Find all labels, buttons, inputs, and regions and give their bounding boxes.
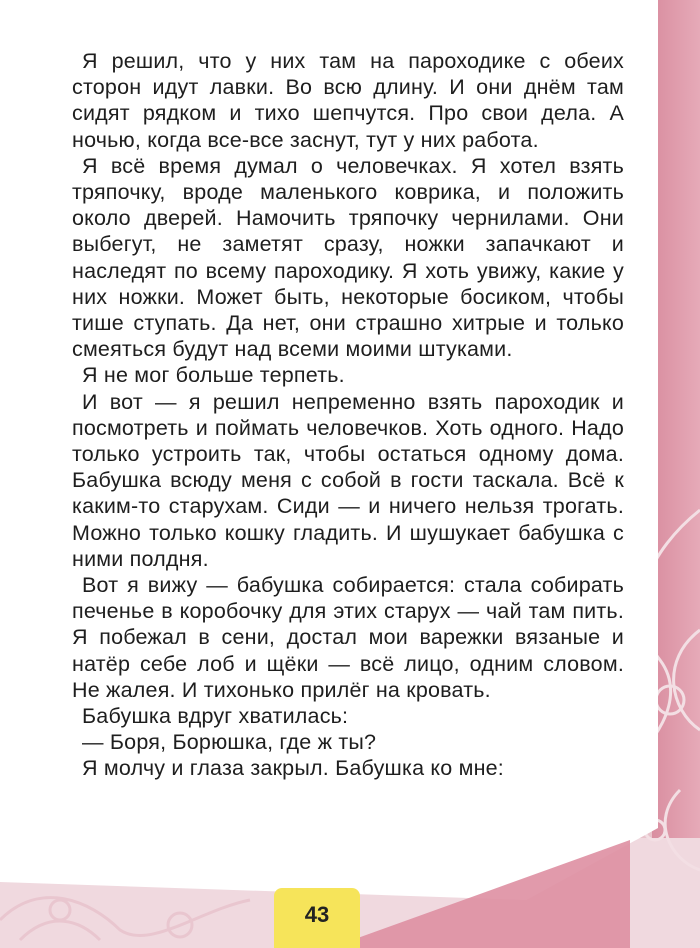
dialog-line: — Боря, Борюшка, где ж ты? xyxy=(82,730,377,755)
paragraph-4: И вот — я решил непременно взять пароходик и посмотреть и поймать человечков. Хоть одного. Надо только устроить так, чтобы остаться одному дома. Бабушка всюду меня с собой в гости таскала. Всё к каким-то старухам. Сиди — и ничего нельзя трогать. Можно только кошку гладить. И шушукает бабушка с ними полдня. xyxy=(72,389,624,571)
paragraph-2: Я всё время думал о человечках. Я хотел взять тряпочку, вроде маленького коврика, и положить около дверей. Намочить тряпочку чернилами. Они выбегут, не заметят сразу, ножки запачкают и наследят по всему пароходику. Я хоть увижу, какие у них ножки. Может быть, некоторые босиком, чтобы тише ступать. Да нет, они страшно хитрые и только смеяться будут над всеми моими штуками. xyxy=(72,153,624,362)
paragraph-5: Вот я вижу — бабушка собирается: стала собирать печенье в коробочку для этих старух — чай там пить. Я побежал в сени, достал мои варежки вязаные и натёр себе лоб и щёки — всё лицо, одним словом. Не жалея. И тихонько прилёг на кровать. xyxy=(72,573,624,702)
paragraph-8: Я молчу и глаза закрыл. Бабушка ко мне: xyxy=(82,756,504,781)
swirl-ornament-left xyxy=(0,840,260,948)
paragraph-1: Я решил, что у них там на пароходике с обеих сторон идут лавки. Во всю длину. И они днём там сидят рядком и тихо шепчутся. Про свои дела. А ночью, когда все-все заснут, тут у них работа. xyxy=(72,49,624,152)
paragraph-6: Бабушка вдруг хватилась: xyxy=(82,704,349,729)
paragraph-3: Я не мог больше терпеть. xyxy=(82,363,345,388)
story-text xyxy=(72,48,624,782)
page-number-badge xyxy=(274,888,360,948)
page-number: 43 xyxy=(304,902,330,927)
